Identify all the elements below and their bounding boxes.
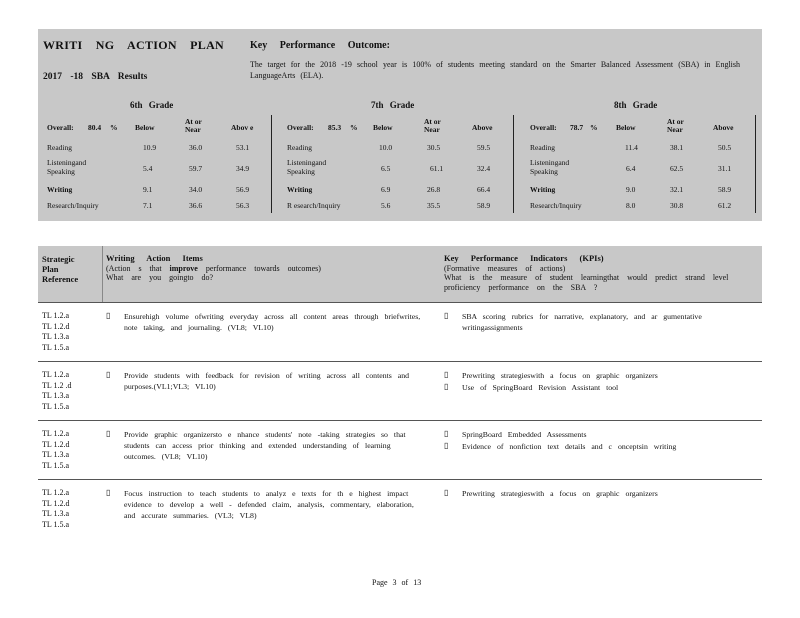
reference-code: TL 1.3.a — [42, 391, 70, 400]
col-at-header: At or Near — [185, 117, 202, 134]
plan-table-header — [38, 246, 762, 303]
above-value: 66.4 — [477, 185, 491, 194]
plan-references — [42, 311, 69, 353]
reference-code: TL 1.2.a — [42, 370, 70, 379]
row-label: Listeningand Speaking — [530, 158, 570, 176]
overall-unit: % — [110, 123, 118, 132]
note-text: performance towards outcomes) — [197, 263, 321, 273]
above-value: 31.1 — [718, 164, 732, 173]
at-value: 34.0 — [189, 185, 203, 194]
above-value: 58.9 — [477, 201, 491, 210]
at-value: 30.5 — [427, 143, 441, 152]
bullet-icon: ▯ — [444, 370, 449, 379]
above-value: 56.9 — [236, 185, 250, 194]
row-label: Research/Inquiry — [47, 201, 99, 210]
overall-label: Overall: — [287, 123, 314, 132]
reference-code: TL 1.5.a — [42, 460, 70, 470]
plan-references — [42, 488, 69, 530]
below-value: 6.9 — [381, 185, 391, 194]
col-above-header: Abov e — [231, 123, 254, 132]
at-value: 26.8 — [427, 185, 441, 194]
at-value: 35.5 — [427, 201, 441, 210]
below-value: 11.4 — [625, 143, 638, 152]
page-number: Page 3 of 13 — [372, 578, 422, 587]
action-item: Focus instruction to teach students to analyz e texts for th e highest impact evidence to develop a well - defended claim, analysis, commentary, elaboration, and accurate summaries. (VL3; VL8) — [124, 489, 414, 520]
grade-6-table — [47, 118, 257, 218]
col-below-header: Below — [373, 123, 393, 132]
bullet-icon: ▯ — [106, 429, 111, 438]
bullet-icon: ▯ — [444, 488, 449, 497]
at-value: 38.1 — [670, 143, 684, 152]
reference-code: TL 1.3.a — [42, 332, 70, 341]
overall-label: Overall: — [530, 123, 557, 132]
above-value: 53.1 — [236, 143, 250, 152]
bullet-icon: ▯ — [106, 370, 111, 379]
bullet-icon: ▯ — [444, 429, 449, 438]
at-value: 59.7 — [189, 164, 203, 173]
reference-code: TL 1.2 .d — [42, 380, 72, 390]
kpi-item: Prewriting strategieswith a focus on graphic organizers — [462, 371, 658, 380]
col-at-header: At or Near — [667, 117, 684, 134]
plan-references — [42, 429, 69, 471]
kpi-header — [444, 254, 754, 292]
row-label: Research/Inquiry — [530, 201, 582, 210]
grade-8-table — [530, 118, 755, 218]
header-line: Strategic — [42, 254, 75, 264]
below-value: 10.9 — [143, 143, 157, 152]
overall-unit: % — [590, 123, 598, 132]
reference-code: TL 1.2.d — [42, 439, 70, 449]
reference-code: TL 1.5.a — [42, 519, 70, 529]
note-emphasis: improve — [169, 263, 198, 273]
at-value: 36.6 — [189, 201, 203, 210]
header-line: Plan — [42, 264, 59, 274]
key-performance-outcome-label: Key Performance Outcome: — [250, 40, 390, 51]
row-label: Writing — [530, 185, 556, 194]
kpi-title: Key Performance Indicators (KPIs) — [444, 253, 604, 263]
action-item: Provide graphic organizersto e nhance students' note -taking strategies so that students can access prior thinking and extended understanding of learning outcomes. (VL8; VL10) — [124, 430, 406, 461]
sba-results-subtitle: 2017 -18 SBA Results — [43, 72, 148, 82]
below-value: 5.4 — [143, 164, 153, 173]
below-value: 6.4 — [626, 164, 636, 173]
plan-references — [42, 370, 71, 412]
overall-unit: % — [350, 123, 358, 132]
at-value: 32.1 — [670, 185, 684, 194]
reference-code: TL 1.3.a — [42, 509, 70, 518]
reference-code: TL 1.2.d — [42, 498, 70, 508]
reference-code: TL 1.2.a — [42, 311, 70, 320]
table-row — [38, 362, 762, 421]
kpi-item: SBA scoring rubrics for narrative, explanatory, and ar gumentative writingassignments — [462, 312, 702, 332]
bullet-icon: ▯ — [106, 488, 111, 497]
row-label: R esearch/Inquiry — [287, 201, 341, 210]
reference-code: TL 1.5.a — [42, 401, 70, 411]
row-label: Reading — [530, 143, 555, 152]
bullet-icon: ▯ — [106, 311, 111, 320]
row-label: Writing — [47, 185, 73, 194]
row-label: Listeningand Speaking — [47, 158, 87, 176]
kpi-item: SpringBoard Embedded Assessments — [462, 430, 587, 439]
below-value: 8.0 — [626, 201, 636, 210]
grade-divider — [755, 115, 756, 213]
below-value: 10.0 — [379, 143, 393, 152]
above-value: 56.3 — [236, 201, 250, 210]
below-value: 5.6 — [381, 201, 391, 210]
at-value: 30.8 — [670, 201, 684, 210]
action-items-header — [106, 254, 321, 283]
grade-7-table — [287, 118, 502, 218]
overall-value: 85.3 — [328, 123, 342, 132]
kpi-item: Prewriting strategieswith a focus on graphic organizers — [462, 489, 658, 498]
table-row — [38, 303, 762, 362]
col-below-header: Below — [135, 123, 155, 132]
overall-value: 78.7 — [570, 123, 584, 132]
grade-7-heading: 7th Grade — [371, 100, 415, 110]
above-value: 58.9 — [718, 185, 732, 194]
col-above-header: Above — [713, 123, 734, 132]
table-row — [38, 421, 762, 480]
at-value: 62.5 — [670, 164, 684, 173]
overall-label: Overall: — [47, 123, 74, 132]
grade-divider — [271, 115, 272, 213]
overall-value: 80.4 — [88, 123, 102, 132]
action-items-note — [106, 264, 321, 274]
row-label: Reading — [47, 143, 72, 152]
target-statement: The target for the 2018 -19 school year is 100% of students meeting standard on the Smarter Balanced Assessment (SBA) in English LanguageArts (ELA). — [250, 60, 740, 80]
action-items-question: What are you goingto do? — [106, 273, 214, 282]
above-value: 61.2 — [718, 201, 732, 210]
action-item: Provide students with feedback for revision of writing across all contents and purposes.(VL1;VL3; VL10) — [124, 371, 409, 391]
action-items-title: Writing Action Items — [106, 253, 203, 263]
table-row — [38, 480, 762, 538]
row-label: Writing — [287, 185, 313, 194]
above-value: 50.5 — [718, 143, 732, 152]
col-above-header: Above — [472, 123, 493, 132]
above-value: 32.4 — [477, 164, 491, 173]
header-line: Reference — [42, 274, 79, 284]
action-item: Ensurehigh volume ofwriting everyday across all content areas through briefwrites, note taking, and journaling. (VL8; VL10) — [124, 312, 421, 332]
grade-divider — [513, 115, 514, 213]
bullet-icon: ▯ — [444, 382, 449, 391]
kpi-item: Evidence of nonfiction text details and c onceptsin writing — [462, 442, 677, 451]
grade-8-heading: 8th Grade — [614, 100, 658, 110]
below-value: 6.5 — [381, 164, 391, 173]
below-value: 7.1 — [143, 201, 153, 210]
reference-code: TL 1.3.a — [42, 450, 70, 459]
bullet-icon: ▯ — [444, 441, 449, 450]
kpi-question: What is the measure of student learningthat would predict strand level proficiency performance on the SBA ? — [444, 273, 729, 292]
row-label: Listeningand Speaking — [287, 158, 327, 176]
col-at-header: At or Near — [424, 117, 441, 134]
at-value: 61.1 — [430, 164, 444, 173]
above-value: 34.9 — [236, 164, 250, 173]
note-text: (Action s that — [106, 263, 170, 273]
reference-code: TL 1.2.d — [42, 321, 70, 331]
bullet-icon: ▯ — [444, 311, 449, 320]
kpi-note: (Formative measures of actions) — [444, 263, 566, 273]
reference-code: TL 1.5.a — [42, 342, 70, 352]
page-title: WRITI NG ACTION PLAN — [43, 38, 225, 52]
kpi-item: Use of SpringBoard Revision Assistant tool — [462, 383, 619, 392]
strategic-plan-reference-header — [42, 254, 78, 284]
row-label: Reading — [287, 143, 312, 152]
below-value: 9.1 — [143, 185, 153, 194]
grade-6-heading: 6th Grade — [130, 100, 174, 110]
below-value: 9.0 — [626, 185, 636, 194]
above-value: 59.5 — [477, 143, 491, 152]
col-below-header: Below — [616, 123, 636, 132]
at-value: 36.0 — [189, 143, 203, 152]
reference-code: TL 1.2.a — [42, 488, 70, 497]
column-divider — [102, 246, 103, 302]
reference-code: TL 1.2.a — [42, 429, 70, 438]
